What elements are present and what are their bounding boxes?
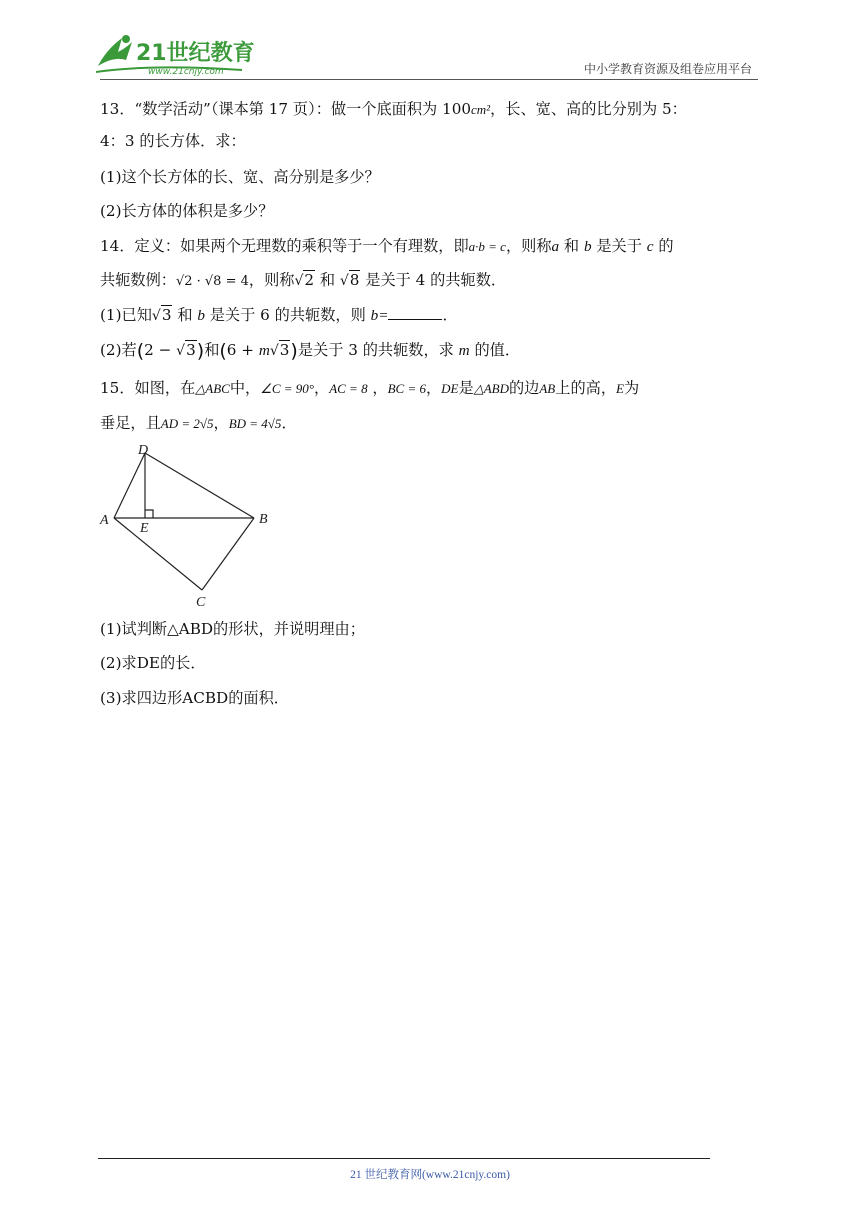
q14-text: 和	[204, 341, 220, 359]
q15-text: 15．如图，在	[100, 379, 196, 397]
q14-var-m: m	[458, 342, 470, 359]
q14-sub1: (1)已知√3 和 b 是关于 6 的共轭数，则 b= ．	[100, 306, 458, 324]
q14-text: 14．定义：如果两个无理数的乘积等于一个有理数，即	[100, 237, 469, 255]
q15-triangle-abd: △ABD	[473, 381, 509, 396]
q13-sub1: (1)这个长方体的长、宽、高分别是多少？	[100, 168, 380, 186]
label-e: E	[140, 521, 149, 536]
q14-text: 是关于 4 的共轭数．	[365, 271, 507, 289]
q15-bc: BC = 6	[387, 381, 426, 396]
q14-text: (1)已知	[100, 306, 152, 324]
q14-var-a: a	[551, 238, 560, 255]
q14-text: 和	[319, 271, 336, 289]
q13-line1	[100, 98, 687, 119]
page-header	[0, 0, 860, 82]
q14-text: 是关于 3 的共轭数，求	[297, 341, 459, 359]
q14-text: 是关于 6 的共轭数，则	[204, 306, 371, 324]
q13-sub2: (2)长方体的体积是多少？	[100, 202, 274, 220]
q14-text: 的	[653, 237, 674, 255]
q15-angle: ∠C = 90°	[260, 381, 314, 396]
sqrt-icon: √	[339, 273, 349, 289]
q14-var-b: b	[197, 307, 205, 324]
q14-var-c: c	[646, 238, 654, 255]
q15-text: 垂足，且	[100, 414, 161, 432]
q14-answer-label: b=	[370, 307, 389, 324]
q15-de: DE	[441, 381, 459, 396]
q15-ad: AD = 2√5	[160, 416, 214, 431]
label-c: C	[196, 595, 206, 610]
right-angle-mark	[145, 510, 153, 518]
q14-sub2: (2)若(2 − √3)和(6 + m√3)是关于 3 的共轭数，求 m 的值．	[100, 340, 521, 362]
q15-text: ．	[281, 414, 297, 432]
q14-text: 和	[177, 306, 198, 324]
q14-text: (2)若	[100, 341, 137, 359]
q15-text: 是	[458, 379, 474, 397]
footer-divider	[98, 1158, 710, 1159]
q13-line2: 4：3 的长方体．求：	[100, 132, 246, 150]
q15-text: 的边	[508, 379, 540, 397]
segment-bc	[202, 518, 254, 590]
q14-line1	[100, 235, 674, 256]
q15-bd: BD = 4√5	[228, 416, 282, 431]
label-a: A	[100, 513, 109, 528]
footer-text[interactable]: 21 世纪教育网(www.21cnjy.com)	[350, 1169, 510, 1181]
geometry-figure	[96, 440, 286, 615]
segment-ac	[114, 518, 202, 590]
q14-example-math: √2 · √8 = 4	[175, 274, 249, 289]
q15-line2: 垂足，且AD = 2√5，BD = 4√5．	[100, 414, 297, 432]
q15-text: 中，	[229, 379, 261, 397]
q15-ac: AC = 8	[329, 381, 368, 396]
q15-e: E	[616, 381, 624, 396]
segment-db	[145, 453, 254, 518]
q15-text: 为	[623, 379, 640, 397]
label-d: D	[138, 443, 149, 458]
sqrt-icon: √	[176, 343, 186, 359]
site-logo	[92, 30, 262, 80]
q14-line2: 共轭数例：√2 · √8 = 4，则称√2 和 √8 是关于 4 的共轭数．	[100, 271, 507, 289]
q15-sub1: (1)试判断△ABD的形状，并说明理由；	[100, 620, 365, 638]
header-platform-text: 中小学教育资源及组卷应用平台	[583, 62, 752, 76]
logo-text: 21世纪教育	[136, 41, 255, 66]
q14-text: ，则称	[505, 237, 552, 255]
q14-text: 是关于	[591, 237, 647, 255]
q15-triangle-abc: △ABC	[195, 381, 230, 396]
sqrt-icon: √	[294, 273, 304, 289]
sqrt-icon: √	[269, 343, 279, 359]
q14-text: ．	[442, 306, 458, 324]
sqrt-icon: √	[151, 308, 161, 324]
q15-ab: AB	[539, 381, 556, 396]
q15-text: 上的高，	[555, 379, 616, 397]
q14-math-abc: a·b = c	[468, 239, 506, 254]
q14-text: ，则称	[248, 271, 295, 289]
answer-blank[interactable]	[388, 307, 442, 320]
q13-text-a: 13．“数学活动”（课本第 17 页）：做一个底面积为 100	[100, 100, 472, 118]
segment-ad	[114, 453, 145, 518]
q15-sub2: (2)求DE的长．	[100, 654, 206, 672]
q14-var-b: b	[583, 238, 592, 255]
logo-url: www.21cnjy.com	[148, 67, 224, 77]
q14-text: 共轭数例：	[100, 271, 176, 289]
q15-line1: 15．如图，在△ABC中，∠C = 90°，AC = 8 ，BC = 6，DE是△ABD的边AB上的高，E为	[100, 379, 640, 397]
q14-text: 和	[559, 237, 584, 255]
q14-text: 的值．	[469, 341, 521, 359]
label-b: B	[259, 512, 268, 527]
q13-text-b: ，长、宽、高的比分别为 5：	[490, 100, 687, 118]
header-divider	[100, 79, 758, 80]
q15-sub3: (3)求四边形ACBD的面积．	[100, 689, 289, 707]
q13-unit: cm²	[471, 102, 491, 117]
